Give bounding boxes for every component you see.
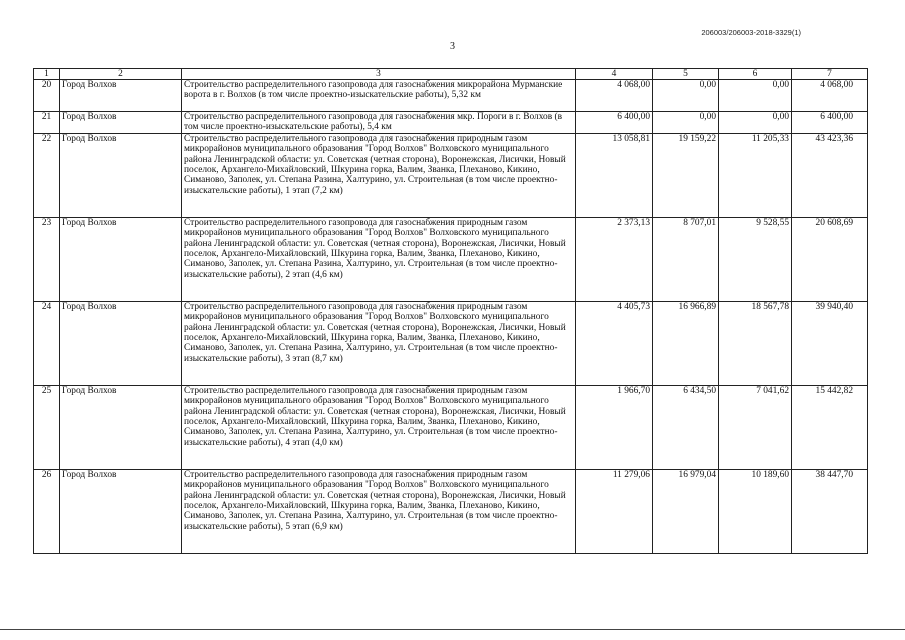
municipality-cell: Город Волхов	[60, 217, 182, 301]
description-cell: Строительство распределительного газопровода для газоснабжения природным газом микрорайонов муниципального образования "Город Волхов" Волховского муниципального района Ленинградской области: ул. Советская (четная сторона), Воронежская, Лисички, Новый поселок, Архангело-Михайловский, Шкурина горка, Валим, Званка, Плеханово, Кикино, Симаново, Заполек, ул. Степана Разина, Халтурино, ул. Строительная (в том числе проектно-изыскательские работы), 1 этап (7,2 км)	[182, 133, 576, 217]
description-cell: Строительство распределительного газопровода для газоснабжения природным газом микрорайонов муниципального образования "Город Волхов" Волховского муниципального района Ленинградской области: ул. Советская (четная сторона), Воронежская, Лисички, Новый поселок, Архангело-Михайловский, Шкурина горка, Валим, Званка, Плеханово, Кикино, Симаново, Заполек, ул. Степана Разина, Халтурино, ул. Строительная (в том числе проектно-изыскательские работы), 2 этап (4,6 км)	[182, 217, 576, 301]
total-cell: 39 940,40	[792, 301, 868, 385]
total-cell: 38 447,70	[792, 469, 868, 553]
row-number: 21	[34, 112, 60, 134]
value-cell-col5: 6 434,50	[653, 385, 719, 469]
column-header: 1	[34, 69, 60, 80]
value-cell-col6: 0,00	[719, 112, 792, 134]
value-cell-col6: 10 189,60	[719, 469, 792, 553]
value-cell-col5: 16 966,89	[653, 301, 719, 385]
table-row	[34, 133, 868, 217]
total-cell: 20 608,69	[792, 217, 868, 301]
value-cell-col5: 0,00	[653, 112, 719, 134]
value-cell-col4: 13 058,81	[576, 133, 653, 217]
description-cell: Строительство распределительного газопровода для газоснабжения природным газом микрорайонов муниципального образования "Город Волхов" Волховского муниципального района Ленинградской области: ул. Советская (четная сторона), Воронежская, Лисички, Новый поселок, Архангело-Михайловский, Шкурина горка, Валим, Званка, Плеханово, Кикино, Симаново, Заполек, ул. Степана Разина, Халтурино, ул. Строительная (в том числе проектно-изыскательские работы), 3 этап (8,7 км)	[182, 301, 576, 385]
municipality-cell: Город Волхов	[60, 469, 182, 553]
value-cell-col5: 16 979,04	[653, 469, 719, 553]
value-cell-col4: 1 966,70	[576, 385, 653, 469]
row-number: 26	[34, 469, 60, 553]
total-cell: 15 442,82	[792, 385, 868, 469]
value-cell-col5: 19 159,22	[653, 133, 719, 217]
description-cell: Строительство распределительного газопровода для газоснабжения микрорайона Мурманские ворота в г. Волхов (в том числе проектно-изыскательские работы), 5,32 км	[182, 80, 576, 112]
value-cell-col5: 8 707,01	[653, 217, 719, 301]
table-row	[34, 301, 868, 385]
column-header: 7	[792, 69, 868, 80]
municipality-cell: Город Волхов	[60, 301, 182, 385]
value-cell-col4: 11 279,06	[576, 469, 653, 553]
value-cell-col6: 11 205,33	[719, 133, 792, 217]
value-cell-col6: 18 567,78	[719, 301, 792, 385]
row-number: 23	[34, 217, 60, 301]
total-cell: 43 423,36	[792, 133, 868, 217]
table-row	[34, 469, 868, 553]
table-row	[34, 80, 868, 112]
column-header: 6	[719, 69, 792, 80]
description-cell: Строительство распределительного газопровода для газоснабжения природным газом микрорайонов муниципального образования "Город Волхов" Волховского муниципального района Ленинградской области: ул. Советская (четная сторона), Воронежская, Лисички, Новый поселок, Архангело-Михайловский, Шкурина горка, Валим, Званка, Плеханово, Кикино, Симаново, Заполек, ул. Степана Разина, Халтурино, ул. Строительная (в том числе проектно-изыскательские работы), 5 этап (6,9 км)	[182, 469, 576, 553]
row-number: 24	[34, 301, 60, 385]
scan-edge-line	[0, 629, 905, 630]
program-table	[33, 68, 868, 554]
municipality-cell: Город Волхов	[60, 80, 182, 112]
total-cell: 6 400,00	[792, 112, 868, 134]
row-number: 20	[34, 80, 60, 112]
description-cell: Строительство распределительного газопровода для газоснабжения природным газом микрорайонов муниципального образования "Город Волхов" Волховского муниципального района Ленинградской области: ул. Советская (четная сторона), Воронежская, Лисички, Новый поселок, Архангело-Михайловский, Шкурина горка, Валим, Званка, Плеханово, Кикино, Симаново, Заполек, ул. Степана Разина, Халтурино, ул. Строительная (в том числе проектно-изыскательские работы), 4 этап (4,0 км)	[182, 385, 576, 469]
column-header: 3	[182, 69, 576, 80]
table-row	[34, 217, 868, 301]
table-row	[34, 385, 868, 469]
column-header: 2	[60, 69, 182, 80]
page-number: 3	[450, 41, 455, 52]
municipality-cell: Город Волхов	[60, 385, 182, 469]
header-row	[34, 69, 868, 80]
value-cell-col4: 4 068,00	[576, 80, 653, 112]
municipality-cell: Город Волхов	[60, 112, 182, 134]
total-cell: 4 068,00	[792, 80, 868, 112]
row-number: 22	[34, 133, 60, 217]
value-cell-col6: 0,00	[719, 80, 792, 112]
value-cell-col6: 7 041,62	[719, 385, 792, 469]
table-row	[34, 112, 868, 134]
row-number: 25	[34, 385, 60, 469]
column-header: 4	[576, 69, 653, 80]
value-cell-col5: 0,00	[653, 80, 719, 112]
document-id: 206003/206003-2018-3329(1)	[701, 28, 801, 37]
value-cell-col4: 2 373,13	[576, 217, 653, 301]
description-cell: Строительство распределительного газопровода для газоснабжения мкр. Пороги в г. Волхов (в том числе проектно-изыскательские работы), 5,4 км	[182, 112, 576, 134]
value-cell-col6: 9 528,55	[719, 217, 792, 301]
value-cell-col4: 4 405,73	[576, 301, 653, 385]
value-cell-col4: 6 400,00	[576, 112, 653, 134]
column-header: 5	[653, 69, 719, 80]
municipality-cell: Город Волхов	[60, 133, 182, 217]
